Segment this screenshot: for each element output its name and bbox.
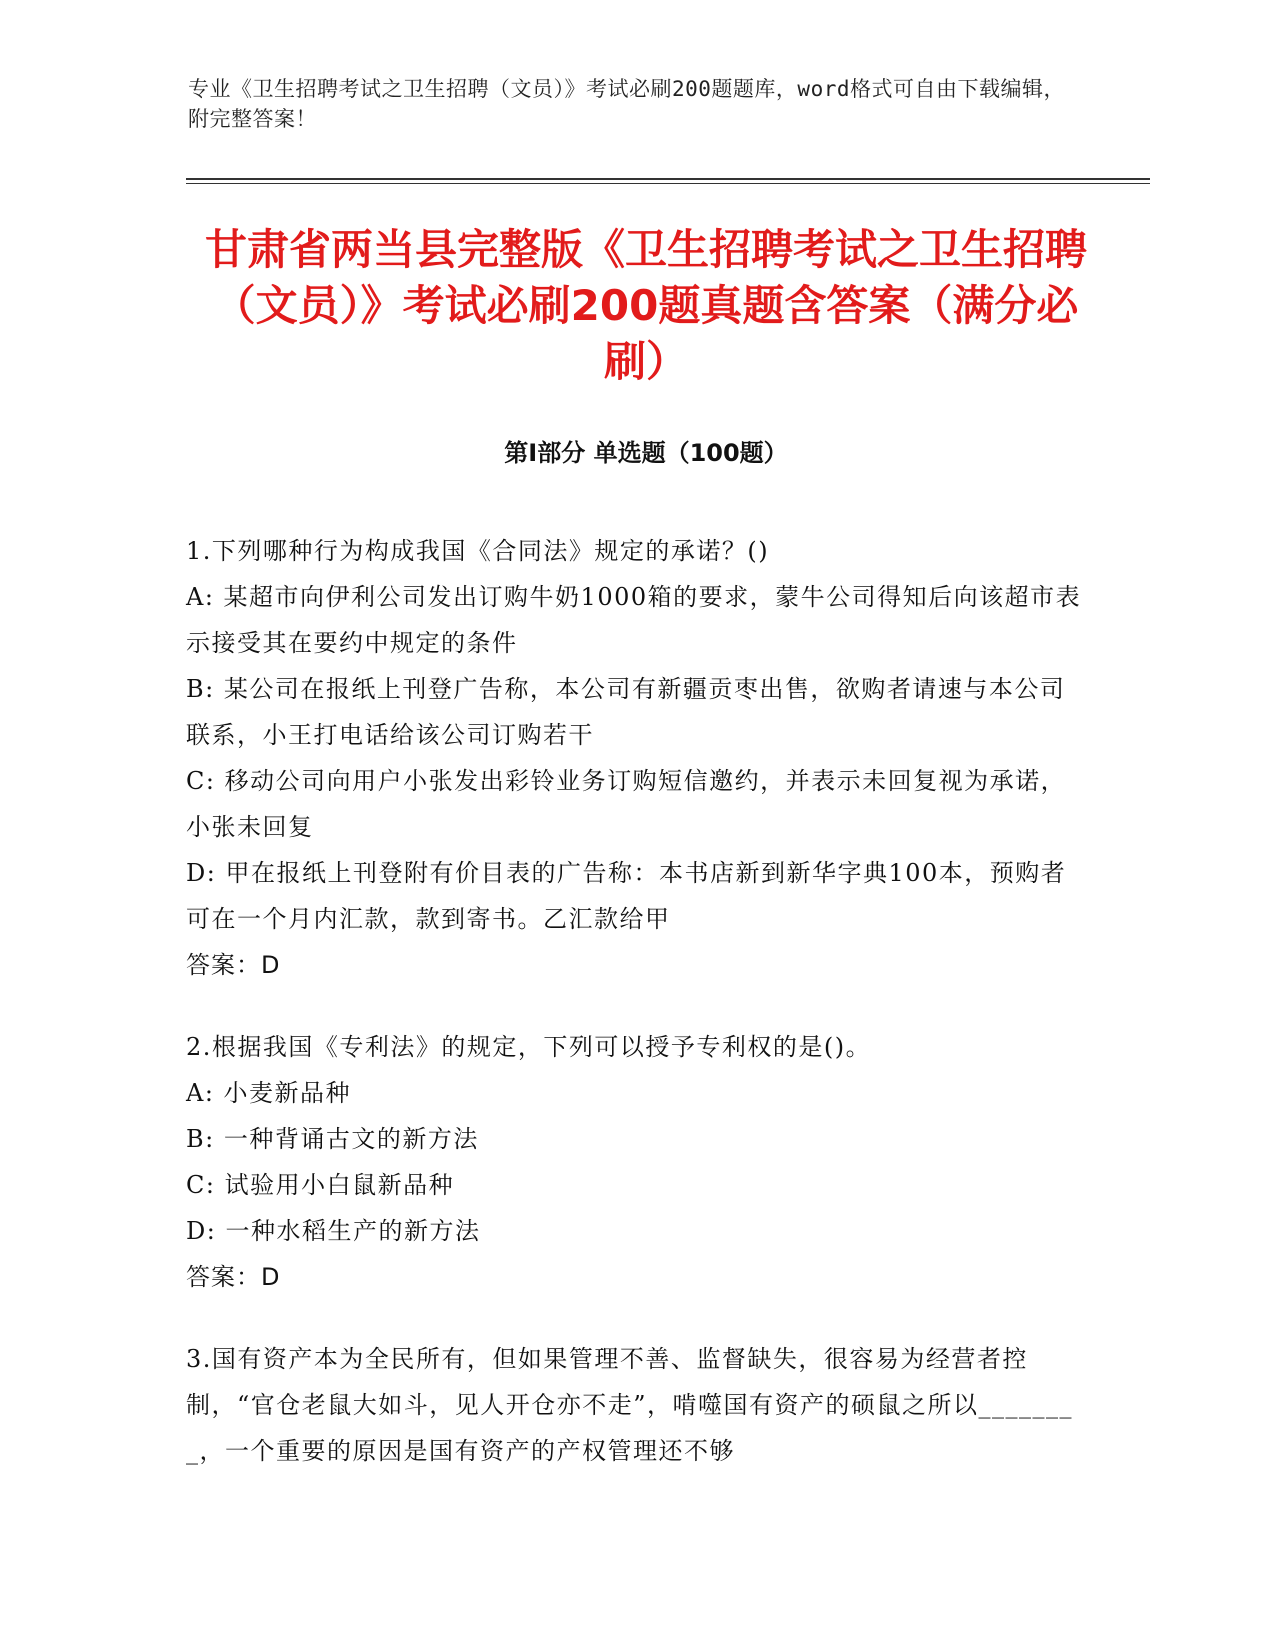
option-a: A: 小麦新品种 bbox=[186, 1079, 352, 1107]
option-c: C: 试验用小白鼠新品种 bbox=[186, 1171, 455, 1199]
answer-label: 答案：D bbox=[186, 1263, 281, 1291]
question-list bbox=[186, 528, 1082, 1510]
answer-label: 答案：D bbox=[186, 951, 281, 979]
option-a: A: 某超市向伊利公司发出订购牛奶1000箱的要求，蒙牛公司得知后向该超市表示接受其在要约中规定的条件 bbox=[186, 583, 1082, 657]
question-1 bbox=[186, 528, 1082, 988]
option-d: D: 一种水稻生产的新方法 bbox=[186, 1217, 481, 1245]
option-d: D: 甲在报纸上刊登附有价目表的广告称：本书店新到新华字典100本，预购者可在一个月内汇款，款到寄书。乙汇款给甲 bbox=[186, 859, 1067, 933]
header-rule-thick bbox=[186, 178, 1150, 180]
question-stem: 3.国有资产本为全民所有，但如果管理不善、监督缺失，很容易为经营者控制，“官仓老鼠大如斗，见人开仓亦不走”，啃噬国有资产的硕鼠之所以________，一个重要的原因是国有资产的产权管理还不够 bbox=[186, 1345, 1074, 1465]
header-rule-thin bbox=[186, 183, 1150, 184]
option-c: C: 移动公司向用户小张发出彩铃业务订购短信邀约，并表示未回复视为承诺，小张未回复 bbox=[186, 767, 1067, 841]
question-2 bbox=[186, 1024, 1082, 1300]
question-stem: 1.下列哪种行为构成我国《合同法》规定的承诺？() bbox=[186, 537, 770, 565]
question-3 bbox=[186, 1336, 1082, 1474]
option-b: B: 一种背诵古文的新方法 bbox=[186, 1125, 479, 1153]
option-b: B: 某公司在报纸上刊登广告称，本公司有新疆贡枣出售，欲购者请速与本公司联系，小王打电话给该公司订购若干 bbox=[186, 675, 1066, 749]
question-stem: 2.根据我国《专利法》的规定，下列可以授予专利权的是()。 bbox=[186, 1033, 872, 1061]
document-title: 甘肃省两当县完整版《卫生招聘考试之卫生招聘（文员）》考试必刷200题真题含答案（满分必刷） bbox=[204, 225, 1087, 386]
section-heading: 第I部分 单选题（100题） bbox=[504, 439, 788, 467]
header-note: 专业《卫生招聘考试之卫生招聘（文员）》考试必刷200题题库，word格式可自由下载编辑，附完整答案！ bbox=[188, 77, 1065, 131]
